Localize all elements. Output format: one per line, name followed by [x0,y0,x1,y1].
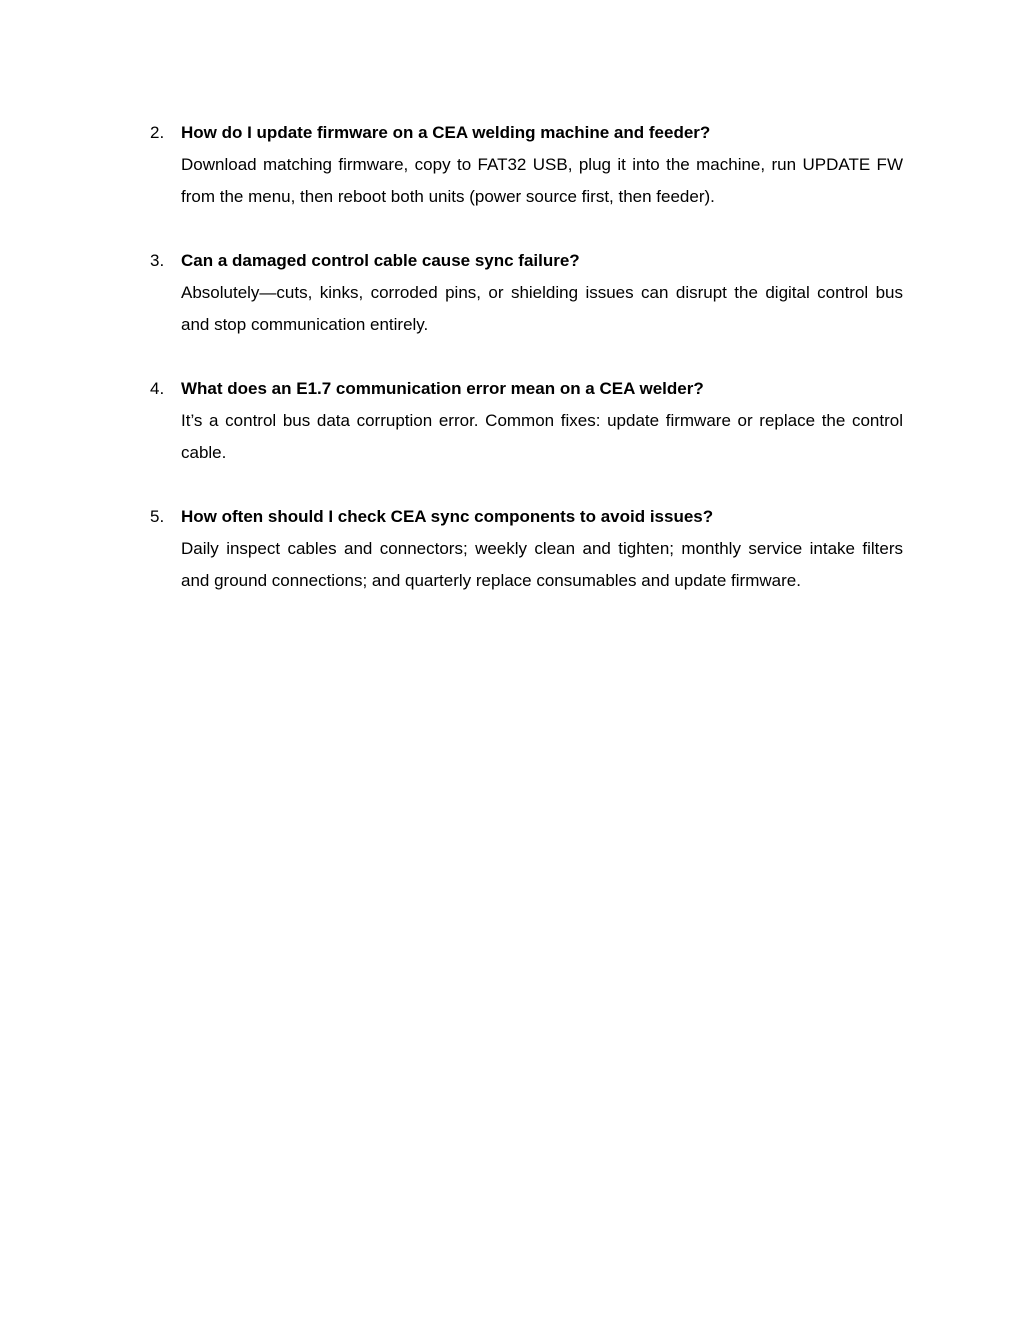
faq-number: 3. [150,251,165,270]
faq-item [150,245,903,341]
faq-answer: Download matching firmware, copy to FAT32 USB, plug it into the machine, run UPDATE FW from the menu, then reboot both units (power source first, then feeder). [181,155,903,206]
faq-answer: It’s a control bus data corruption error. Common fixes: update firmware or replace the control cable. [181,411,903,462]
faq-number: 2. [150,123,165,142]
faq-question: How do I update firmware on a CEA welding machine and feeder? [181,123,711,142]
faq-list [150,117,903,629]
faq-question: What does an E1.7 communication error mean on a CEA welder? [181,379,704,398]
faq-number: 5. [150,507,165,526]
faq-item [150,373,903,469]
faq-answer: Daily inspect cables and connectors; weekly clean and tighten; monthly service intake filters and ground connections; and quarterly replace consumables and update firmware. [181,539,903,590]
faq-number: 4. [150,379,165,398]
faq-item [150,117,903,213]
faq-question: How often should I check CEA sync components to avoid issues? [181,507,714,526]
faq-item [150,501,903,597]
faq-question: Can a damaged control cable cause sync failure? [181,251,580,270]
faq-answer: Absolutely—cuts, kinks, corroded pins, or shielding issues can disrupt the digital control bus and stop communication entirely. [181,283,903,334]
